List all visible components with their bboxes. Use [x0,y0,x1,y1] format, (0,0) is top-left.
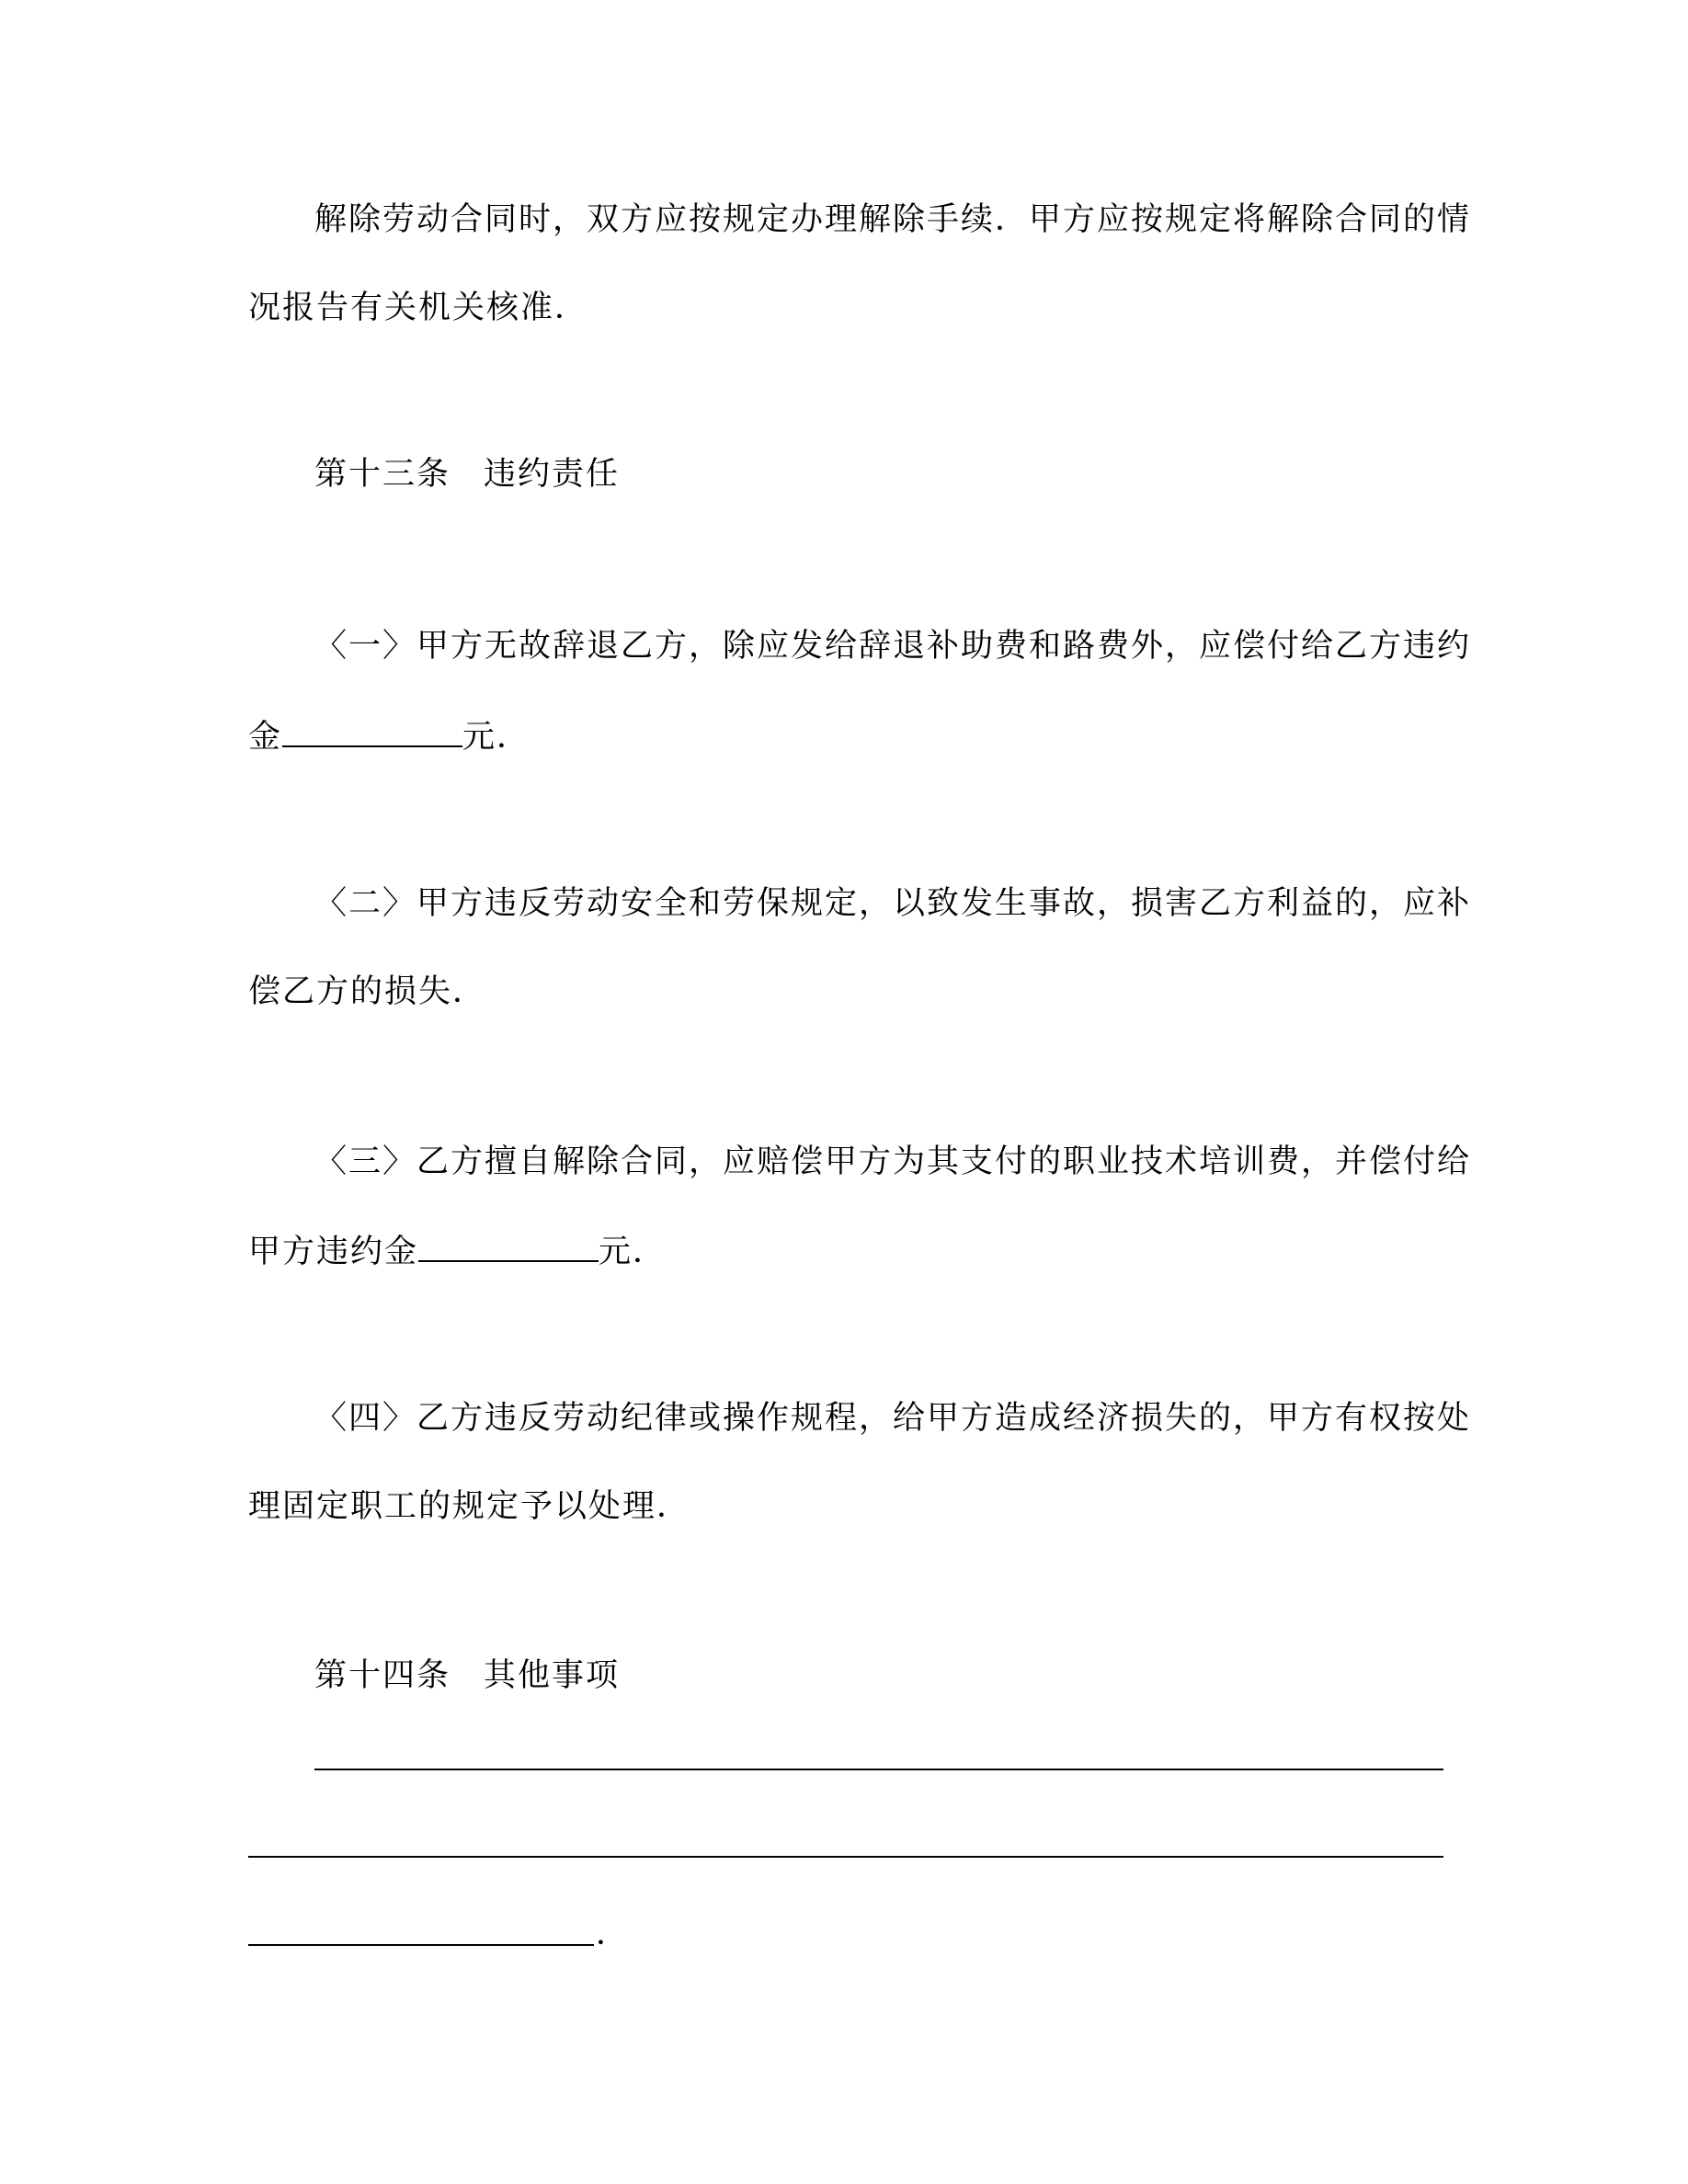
item-4-line-1: 〈四〉乙方违反劳动纪律或操作规程，给甲方造成经济损失的，甲方有权按处 [314,1400,1472,1437]
other-matters-blank-line-2[interactable] [248,1856,1443,1858]
other-matters-end-mark: ． [596,1916,631,1952]
item-3-line-1: 〈三〉乙方擅自解除合同，应赔偿甲方为其支付的职业技术培训费，并偿付给 [314,1143,1472,1180]
termination-paragraph-line-2: 况报告有关机关核准． [248,290,589,326]
item-1-line-1: 〈一〉甲方无故辞退乙方，除应发给辞退补助费和路费外，应偿付给乙方违约 [314,628,1472,665]
item-4-line-2: 理固定职工的规定予以处理． [248,1488,691,1525]
article-14-title: 其他事项 [484,1657,621,1694]
other-matters-blank-line-1[interactable] [314,1769,1443,1770]
article-14-number: 第十四条 [314,1657,451,1694]
item-1-line-2 [248,712,1443,756]
item-1-prefix: 金 [248,719,283,756]
penalty-amount-blank-1[interactable] [282,712,462,747]
termination-paragraph-line-1: 解除劳动合同时，双方应按规定办理解除手续．甲方应按规定将解除合同的情 [314,201,1472,238]
item-1-suffix: 元． [462,719,531,756]
item-3-prefix: 甲方违约金 [248,1234,419,1270]
other-matters-blank-line-3[interactable] [248,1944,594,1946]
article-13-heading [314,452,1510,496]
item-2-line-1: 〈二〉甲方违反劳动安全和劳保规定，以致发生事故，损害乙方利益的，应补 [314,885,1472,922]
penalty-amount-blank-2[interactable] [418,1227,599,1262]
article-13-number: 第十三条 [314,456,451,493]
item-3-suffix: 元． [599,1234,667,1270]
article-13-title: 违约责任 [484,456,621,493]
article-14-heading [314,1654,1510,1698]
item-3-line-2 [248,1227,1443,1271]
item-2-line-2: 偿乙方的损失． [248,973,487,1010]
